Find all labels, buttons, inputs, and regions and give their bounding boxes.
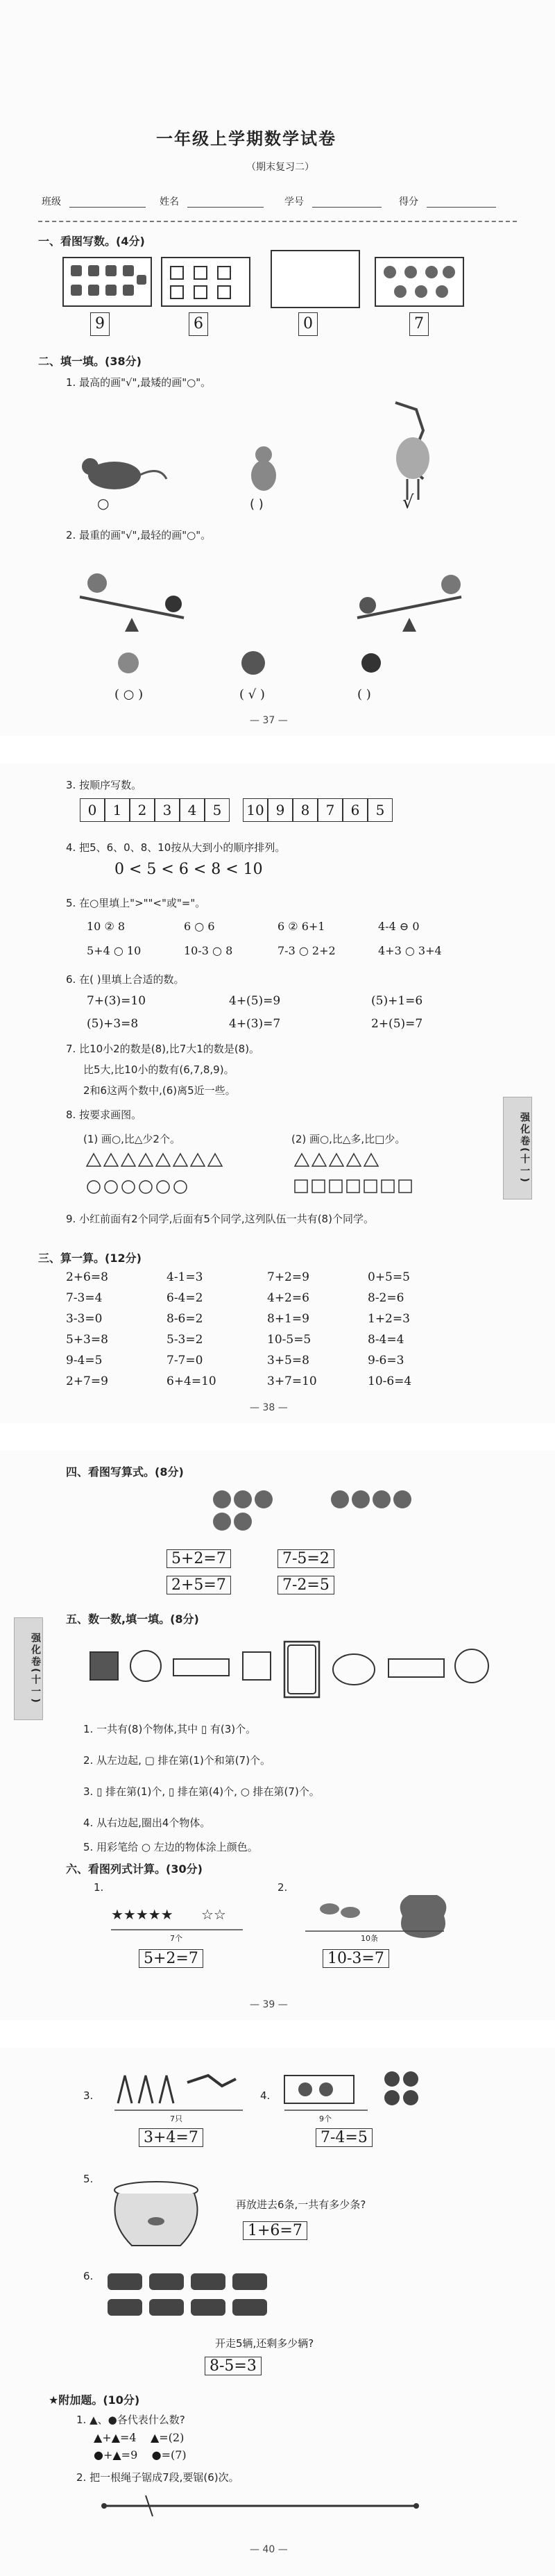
q4-answer[interactable]: 0 < 5 < 6 < 8 < 10 [114,861,263,878]
crane-mark: √ [402,492,414,513]
header-divider [38,221,517,222]
q6-row1-c3[interactable]: (5)+1=6 [371,994,423,1008]
sequence-cell[interactable]: 3 [155,798,180,822]
calc-item[interactable]: 7-7=0 [166,1354,203,1367]
s4-eq-2[interactable]: 2+5=7 [166,1576,231,1594]
s6-item5-eq[interactable]: 1+6=7 [243,2221,307,2240]
q5-row2-c4[interactable]: 4+3 ○ 3+4 [378,944,442,957]
sequence-cell[interactable]: 1 [105,798,130,822]
q6-row2-c3[interactable]: 2+(5)=7 [371,1017,423,1031]
sequence-cell[interactable]: 5 [205,798,230,822]
duck-mark: ( ) [250,497,264,512]
q5-row2-c1[interactable]: 5+4 ○ 10 [87,944,142,957]
cat-icon [241,651,265,675]
q2-weight-illustration [62,541,506,653]
sequence-cell[interactable]: 10 [243,798,268,822]
picture-box-4 [375,257,464,307]
section-1-title: 一、看图写数。(4分) [38,235,145,248]
candy-group-icon [64,258,151,305]
s2-q8b: (2) 画○,比△多,比□少。 [291,1133,406,1145]
calc-item[interactable]: 5-3=2 [166,1333,203,1347]
s6-item6-number: 6. [83,2270,94,2282]
sequence-cell[interactable]: 0 [80,798,105,822]
q6-row2-c1[interactable]: (5)+3=8 [87,1017,139,1031]
calc-item[interactable]: 8+1=9 [267,1312,309,1326]
s2-q8: 8. 按要求画图。 [66,1109,142,1121]
answer-cell-1[interactable]: 9 [90,312,110,336]
s4-eq-4[interactable]: 7-2=5 [278,1576,334,1594]
triangle-row-icon [87,1154,222,1166]
page-number-37: — 37 — [250,715,288,726]
s2-q2: 2. 最重的画"√",最轻的画"○"。 [66,529,212,541]
calc-item[interactable]: 9-4=5 [66,1354,103,1367]
bird-group-icon [376,258,463,305]
s2-q7c: 2和6这两个数中,(6)离5近一些。 [83,1084,236,1097]
card-group-icon [162,258,249,305]
calc-item[interactable]: 8-6=2 [166,1312,203,1326]
svg-text:☆☆: ☆☆ [201,1906,226,1923]
section-3-title: 三、算一算。(12分) [38,1252,142,1265]
s6-item4-eq[interactable]: 7-4=5 [316,2128,373,2147]
birds-illustration [104,2062,257,2117]
s4-eq-3[interactable]: 7-5=2 [278,1549,334,1568]
s6-item1-eq[interactable]: 5+2=7 [139,1949,203,1968]
q6-row1-c1[interactable]: 7+(3)=10 [87,994,146,1008]
exam-title: 一年级上学期数学试卷 [156,128,336,149]
calc-item[interactable]: 7-3=4 [66,1291,103,1305]
field-class: 班级 [42,196,61,208]
panda-icon [361,653,381,673]
extra-title: ★附加题。(10分) [49,2393,140,2407]
s5-q1: 1. 一共有(8)个物体,其中 ▯ 有(3)个。 [83,1723,257,1735]
calc-item[interactable]: 3+5=8 [267,1354,309,1367]
s6-item4-number: 4. [260,2089,271,2102]
extra-q1-line2[interactable]: ●+▲=9 ●=(7) [94,2448,187,2461]
answer-cell-2[interactable]: 6 [189,312,208,336]
section-6-title: 六、看图列式计算。(30分) [66,1862,203,1876]
s2-q7b: 比5大,比10小的数有(6,7,8,9)。 [83,1063,234,1076]
sequence-cell[interactable]: 5 [368,798,393,822]
s6-item3-caption: 7只 [170,2114,182,2123]
side-tab-left: 强化卷(十一) [14,1617,43,1720]
q2-animal-row [97,646,513,687]
s6-item3-number: 3. [83,2089,94,2102]
calc-item[interactable]: 8-2=6 [368,1291,404,1305]
field-number: 学号 [284,196,304,208]
sequence-cell[interactable]: 7 [318,798,343,822]
q8-drawing-area [83,1149,500,1204]
s6-item2-caption: 10条 [361,1934,378,1943]
calc-item[interactable]: 10-5=5 [267,1333,311,1347]
rope-icon [97,2492,430,2520]
s6-item3-eq[interactable]: 3+4=7 [139,2128,203,2147]
q6-row2-c2[interactable]: 4+(3)=7 [229,1017,281,1031]
apple-group-icon [208,1485,416,1541]
q2-mark-2[interactable]: ( √ ) [239,687,265,702]
picture-box-3-empty [271,250,360,308]
calc-item[interactable]: 2+7=9 [66,1374,108,1388]
q2-mark-3[interactable]: ( ) [357,687,371,702]
s2-q1: 1. 最高的画"√",最矮的画"○"。 [66,376,212,389]
q5-row2-c3[interactable]: 7-3 ○ 2+2 [278,944,336,957]
seesaw-1-icon [80,573,184,632]
sequence-cell[interactable]: 8 [293,798,318,822]
sequence-cell[interactable]: 2 [130,798,155,822]
field-name: 姓名 [160,196,179,208]
extra-q1: 1. ▲、●各代表什么数? [76,2414,185,2426]
box-items-illustration [278,2062,458,2117]
sequence-cell[interactable]: 4 [180,798,205,822]
s6-item5-caption: 再放进去6条,一共有多少条? [236,2198,366,2211]
calc-item[interactable]: 10-6=4 [368,1374,412,1388]
calc-item[interactable]: 3-3=0 [66,1312,103,1326]
calc-item[interactable]: 5+3=8 [66,1333,108,1347]
monkey-icon [118,653,139,673]
q5-row2-c2[interactable]: 10-3 ○ 8 [184,944,233,957]
sequence-cell[interactable]: 6 [343,798,368,822]
calc-item[interactable]: 8-4=4 [368,1333,404,1347]
svg-text:★★★★★: ★★★★★ [111,1906,173,1923]
calc-item[interactable]: 4+2=6 [267,1291,309,1305]
s2-q4: 4. 把5、6、0、8、10按从大到小的顺序排列。 [66,841,286,854]
s2-q5: 5. 在○里填上">""<"或"="。 [66,897,206,909]
q2-mark-1[interactable]: ( ○ ) [114,687,144,702]
section-4-title: 四、看图写算式。(8分) [66,1465,184,1479]
picture-box-2 [161,257,250,307]
calc-item[interactable]: 7+2=9 [267,1270,309,1284]
s5-q4: 4. 从右边起,圈出4个物体。 [83,1817,211,1829]
crane-icon [395,403,429,500]
calc-item[interactable]: 6+4=10 [166,1374,216,1388]
answer-cell-4[interactable]: 7 [409,312,429,336]
sequence-cell[interactable]: 9 [268,798,293,822]
cars-illustration [104,2270,284,2325]
q5-row1-c4[interactable]: 4-4 ⊖ 0 [378,920,420,933]
page-number-39: — 39 — [250,1999,288,2010]
section-5-title: 五、数一数,填一填。(8分) [66,1613,199,1626]
mixed-shapes-row-icon [295,1154,411,1193]
fishbowl-icon [104,2180,215,2256]
side-tab-right: 强化卷(十一) [503,1097,532,1199]
s2-q9: 9. 小红前面有2个同学,后面有5个同学,这列队伍一共有(8)个同学。 [66,1213,374,1225]
q5-row1-c2[interactable]: 6 ○ 6 [184,920,215,933]
duck-icon [251,446,276,491]
s6-item1-caption: 7个 [170,1934,182,1943]
mouse-icon [82,458,166,489]
q1-height-illustration [62,389,506,514]
q5-row1-c3[interactable]: 6 ② 6+1 [278,920,325,933]
s5-q5: 5. 用彩笔给 ○ 左边的物体涂上颜色。 [83,1841,258,1853]
s4-eq-1[interactable]: 5+2=7 [166,1549,231,1568]
calc-item[interactable]: 9-6=3 [368,1354,404,1367]
s6-item1-number: 1. [94,1881,104,1894]
q6-row1-c2[interactable]: 4+(5)=9 [229,994,281,1008]
s2-q6: 6. 在( )里填上合适的数。 [66,973,185,986]
s6-item4-caption: 9个 [319,2114,332,2123]
circle-row-icon [87,1181,187,1193]
s6-item6-eq[interactable]: 8-5=3 [205,2357,262,2375]
s6-item2-number: 2. [278,1881,288,1894]
s2-q7a: 7. 比10小2的数是(8),比7大1的数是(8)。 [66,1043,260,1055]
field-score: 得分 [399,196,418,208]
extra-q2: 2. 把一根绳子锯成7段,要锯(6)次。 [76,2471,239,2484]
s2-q3: 3. 按顺序写数。 [66,779,142,791]
seesaw-2-icon [357,575,461,632]
shapes-row-illustration [83,1631,513,1708]
calc-item[interactable]: 4-1=3 [166,1270,203,1284]
extra-q1-line1[interactable]: ▲+▲=4 ▲=(2) [94,2431,185,2444]
calc-item[interactable]: 2+6=8 [66,1270,108,1284]
picture-box-1 [62,257,152,307]
s6-item5-number: 5. [83,2173,94,2185]
mouse-mark: ○ [97,495,110,512]
q5-row1-c1[interactable]: 10 ② 8 [87,920,126,933]
page-number-40: — 40 — [250,2544,288,2555]
section-2-title: 二、填一填。(38分) [38,355,142,368]
exam-subtitle: （期末复习二） [246,162,314,173]
s5-q2: 2. 从左边起, ▢ 排在第(1)个和第(7)个。 [83,1754,271,1767]
s6-item2-eq[interactable]: 10-3=7 [323,1949,389,1968]
s2-q8a: (1) 画○,比△少2个。 [83,1133,180,1145]
calc-item[interactable]: 3+7=10 [267,1374,317,1388]
s5-q3: 3. ▯ 排在第(1)个, ▯ 排在第(4)个, ○ 排在第(7)个。 [83,1785,320,1798]
calc-item[interactable]: 0+5=5 [368,1270,410,1284]
answer-cell-3[interactable]: 0 [298,312,318,336]
s6-item6-caption: 开走5辆,还剩多少辆? [215,2337,314,2350]
calc-item[interactable]: 1+2=3 [368,1312,410,1326]
page-number-38: — 38 — [250,1402,288,1413]
calc-item[interactable]: 6-4=2 [166,1291,203,1305]
